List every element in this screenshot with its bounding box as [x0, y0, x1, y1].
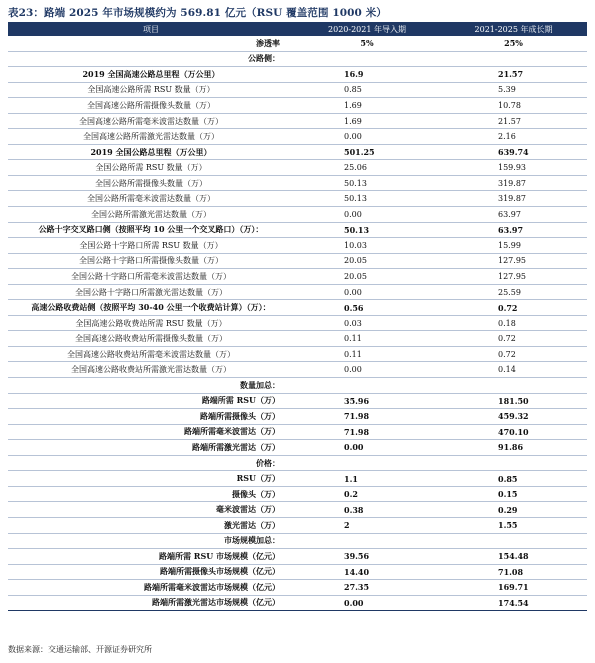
header-period-2: 2021-2025 年成长期: [440, 22, 587, 36]
value-period-1: 0.00: [294, 129, 440, 145]
value-period-1: 10.03: [294, 238, 440, 254]
value-period-2: 21.57: [440, 67, 587, 83]
row-label: 2019 全国公路总里程（万公里）: [8, 144, 294, 160]
table-row: [8, 486, 587, 502]
table-row: [8, 517, 587, 533]
value-period-2: 154.48: [440, 549, 587, 565]
market-size-table: [8, 22, 587, 611]
value-period-1: 27.35: [294, 580, 440, 596]
table-row: [8, 300, 587, 316]
value-period-2: 2.16: [440, 129, 587, 145]
value-period-2: 127.95: [440, 269, 587, 285]
value-period-1: [294, 533, 440, 549]
value-period-2: [440, 455, 587, 471]
table-row: [8, 175, 587, 191]
value-period-1: 14.40: [294, 564, 440, 580]
value-period-2: 63.97: [440, 207, 587, 223]
table-row: [8, 533, 587, 549]
table-row: [8, 144, 587, 160]
value-period-2: 21.57: [440, 113, 587, 129]
value-period-2: 0.72: [440, 300, 587, 316]
value-period-2: 181.50: [440, 393, 587, 409]
table-row: [8, 595, 587, 611]
value-period-1: 0.03: [294, 315, 440, 331]
table-row: [8, 113, 587, 129]
value-period-2: 0.15: [440, 486, 587, 502]
value-period-2: [440, 51, 587, 67]
value-period-2: 15.99: [440, 238, 587, 254]
row-label: 全国高速公路收费站所需 RSU 数量（万）: [8, 315, 294, 331]
value-period-1: 0.38: [294, 502, 440, 518]
row-label: 全国高速公路收费站所需摄像头数量（万）: [8, 331, 294, 347]
row-label: 市场规模加总：: [8, 533, 294, 549]
row-label: 2019 全国高速公路总里程（万公里）: [8, 67, 294, 83]
row-label: 全国公路所需 RSU 数量（万）: [8, 160, 294, 176]
table-row: [8, 315, 587, 331]
value-period-2: 25%: [440, 36, 587, 51]
table-row: [8, 284, 587, 300]
value-period-2: 174.54: [440, 595, 587, 611]
table-row: [8, 82, 587, 98]
value-period-1: 35.96: [294, 393, 440, 409]
value-period-2: 25.59: [440, 284, 587, 300]
value-period-2: [440, 533, 587, 549]
table-row: [8, 51, 587, 67]
value-period-1: 0.00: [294, 362, 440, 378]
table-row: [8, 409, 587, 425]
table-row: [8, 424, 587, 440]
value-period-2: 91.86: [440, 440, 587, 456]
table-row: [8, 269, 587, 285]
value-period-1: 50.13: [294, 175, 440, 191]
row-label: 路端所需摄像头市场规模（亿元）: [8, 564, 294, 580]
table-row: [8, 160, 587, 176]
value-period-1: 501.25: [294, 144, 440, 160]
row-label: 路端所需摄像头（万）: [8, 409, 294, 425]
value-period-2: 63.97: [440, 222, 587, 238]
row-label: 路端所需毫米波雷达市场规模（亿元）: [8, 580, 294, 596]
value-period-1: 1.69: [294, 113, 440, 129]
row-label: 激光雷达（万）: [8, 517, 294, 533]
table-row: [8, 549, 587, 565]
value-period-1: 0.00: [294, 207, 440, 223]
row-label: 公路十字交叉路口侧（按照平均 10 公里一个交叉路口）（万）：: [8, 222, 294, 238]
table-row: [8, 98, 587, 114]
table-row: [8, 362, 587, 378]
table-row: [8, 331, 587, 347]
value-period-1: 71.98: [294, 409, 440, 425]
value-period-2: 319.87: [440, 175, 587, 191]
row-label: 路端所需激光雷达市场规模（亿元）: [8, 595, 294, 611]
table-row: [8, 207, 587, 223]
value-period-2: [440, 378, 587, 394]
row-label: 毫米波雷达（万）: [8, 502, 294, 518]
value-period-2: 0.29: [440, 502, 587, 518]
value-period-2: 159.93: [440, 160, 587, 176]
value-period-2: 0.18: [440, 315, 587, 331]
row-label: 路端所需 RSU（万）: [8, 393, 294, 409]
value-period-2: 1.55: [440, 517, 587, 533]
value-period-1: 5%: [294, 36, 440, 51]
table-row: [8, 191, 587, 207]
value-period-2: 0.72: [440, 346, 587, 362]
value-period-1: 2: [294, 517, 440, 533]
table-row: [8, 580, 587, 596]
value-period-2: 5.39: [440, 82, 587, 98]
value-period-1: [294, 455, 440, 471]
value-period-1: 0.00: [294, 440, 440, 456]
value-period-1: 20.05: [294, 253, 440, 269]
table-row: [8, 346, 587, 362]
value-period-1: 39.56: [294, 549, 440, 565]
table-row: [8, 222, 587, 238]
table-row: [8, 471, 587, 487]
header-item: 项目: [8, 22, 294, 36]
table-row: [8, 238, 587, 254]
table-row: [8, 393, 587, 409]
value-period-2: 0.85: [440, 471, 587, 487]
row-label: 全国高速公路收费站所需激光雷达数量（万）: [8, 362, 294, 378]
row-label: 全国公路所需摄像头数量（万）: [8, 175, 294, 191]
row-label: 全国公路十字路口所需毫米波雷达数量（万）: [8, 269, 294, 285]
row-label: 全国公路所需毫米波雷达数量（万）: [8, 191, 294, 207]
value-period-1: 0.00: [294, 284, 440, 300]
table-row: [8, 502, 587, 518]
row-label: RSU（万）: [8, 471, 294, 487]
row-label: 全国公路所需激光雷达数量（万）: [8, 207, 294, 223]
row-label: 数量加总：: [8, 378, 294, 394]
value-period-2: 0.14: [440, 362, 587, 378]
value-period-2: 10.78: [440, 98, 587, 114]
value-period-1: 0.2: [294, 486, 440, 502]
value-period-2: 71.08: [440, 564, 587, 580]
value-period-1: [294, 51, 440, 67]
row-label: 全国高速公路所需摄像头数量（万）: [8, 98, 294, 114]
value-period-1: 16.9: [294, 67, 440, 83]
value-period-1: [294, 378, 440, 394]
value-period-1: 1.1: [294, 471, 440, 487]
value-period-2: 639.74: [440, 144, 587, 160]
value-period-2: 169.71: [440, 580, 587, 596]
table-row: [8, 564, 587, 580]
row-label: 路端所需激光雷达（万）: [8, 440, 294, 456]
row-label: 全国高速公路收费站所需毫米波雷达数量（万）: [8, 346, 294, 362]
value-period-1: 20.05: [294, 269, 440, 285]
value-period-2: 0.72: [440, 331, 587, 347]
value-period-1: 0.11: [294, 346, 440, 362]
row-label: 全国公路十字路口所需 RSU 数量（万）: [8, 238, 294, 254]
value-period-1: 50.13: [294, 191, 440, 207]
table-row: [8, 253, 587, 269]
value-period-2: 319.87: [440, 191, 587, 207]
row-label: 全国公路十字路口所需摄像头数量（万）: [8, 253, 294, 269]
value-period-1: 50.13: [294, 222, 440, 238]
table-row: [8, 67, 587, 83]
row-label: 公路侧：: [8, 51, 294, 67]
header-period-1: 2020-2021 年导入期: [294, 22, 440, 36]
value-period-1: 0.11: [294, 331, 440, 347]
value-period-1: 0.56: [294, 300, 440, 316]
source-note: 数据来源：交通运输部、开源证券研究所: [8, 645, 152, 654]
value-period-2: 459.32: [440, 409, 587, 425]
table-title: 表23：路端 2025 年市场规模约为 569.81 亿元（RSU 覆盖范围 1000 米）: [8, 7, 387, 19]
table-row: [8, 440, 587, 456]
row-label: 高速公路收费站侧（按照平均 30-40 公里一个收费站计算）（万）：: [8, 300, 294, 316]
value-period-1: 1.69: [294, 98, 440, 114]
value-period-1: 0.00: [294, 595, 440, 611]
value-period-2: 470.10: [440, 424, 587, 440]
value-period-1: 25.06: [294, 160, 440, 176]
row-label: 全国高速公路所需毫米波雷达数量（万）: [8, 113, 294, 129]
table-header-row: [8, 22, 587, 36]
table-body: [8, 36, 587, 611]
value-period-1: 71.98: [294, 424, 440, 440]
value-period-1: 0.85: [294, 82, 440, 98]
row-label: 路端所需毫米波雷达（万）: [8, 424, 294, 440]
row-label: 摄像头（万）: [8, 486, 294, 502]
table-row: [8, 129, 587, 145]
row-label: 全国高速公路所需 RSU 数量（万）: [8, 82, 294, 98]
row-label: 全国高速公路所需激光雷达数量（万）: [8, 129, 294, 145]
table-row: [8, 455, 587, 471]
table-row: [8, 378, 587, 394]
table-row: [8, 36, 587, 51]
row-label: 渗透率: [8, 36, 294, 51]
value-period-2: 127.95: [440, 253, 587, 269]
row-label: 路端所需 RSU 市场规模（亿元）: [8, 549, 294, 565]
row-label: 价格：: [8, 455, 294, 471]
row-label: 全国公路十字路口所需激光雷达数量（万）: [8, 284, 294, 300]
